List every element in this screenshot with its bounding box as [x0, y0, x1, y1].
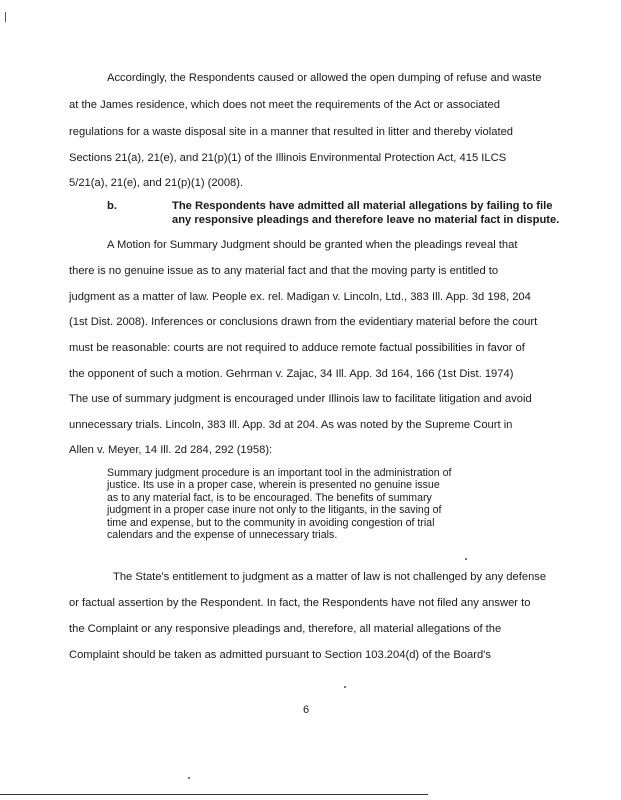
block-quote-line: justice. Its use in a proper case, wherein is presented no genuine issue	[107, 479, 440, 492]
section-heading-line-1: The Respondents have admitted all material allegations by failing to file	[172, 200, 553, 212]
scan-speck	[465, 558, 467, 560]
paragraph-2-line-7: The use of summary judgment is encouraged under Illinois law to facilitate litigation and avoid	[69, 393, 532, 405]
footer-rule	[0, 794, 428, 795]
paragraph-3-line-3: the Complaint or any responsive pleadings and, therefore, all material allegations of the	[69, 623, 502, 635]
page-number: 6	[303, 704, 310, 716]
paragraph-1-line-4: Sections 21(a), 21(e), and 21(p)(1) of the Illinois Environmental Protection Act, 415 ILCS	[69, 152, 507, 164]
paragraph-2-line-5: must be reasonable: courts are not required to adduce remote factual possibilities in favor of	[69, 342, 525, 354]
paragraph-1-line-1: Accordingly, the Respondents caused or allowed the open dumping of refuse and waste	[107, 72, 542, 84]
block-quote-line: as to any material fact, is to be encouraged. The benefits of summary	[107, 491, 432, 504]
paragraph-2-line-4: (1st Dist. 2008). Inferences or conclusions drawn from the evidentiary material before the court	[69, 316, 538, 328]
paragraph-2-line-1: A Motion for Summary Judgment should be granted when the pleadings reveal that	[107, 239, 518, 251]
scan-edge-mark	[5, 12, 6, 22]
section-letter: b.	[107, 200, 117, 212]
block-quote-line: judgment in a proper case inure not only to the litigants, in the saving of	[107, 504, 442, 517]
paragraph-3-line-1: The State's entitlement to judgment as a matter of law is not challenged by any defense	[113, 571, 547, 583]
scan-speck	[344, 686, 346, 688]
paragraph-2-line-6: the opponent of such a motion. Gehrman v. Zajac, 34 Ill. App. 3d 164, 166 (1st Dist. 1974)	[69, 368, 514, 380]
block-quote-line: calendars and the expense of unnecessary trials.	[107, 529, 338, 542]
block-quote-line: time and expense, but to the community in avoiding congestion of trial	[107, 516, 435, 529]
paragraph-2-line-8: unnecessary trials. Lincoln, 383 Ill. App. 3d at 204. As was noted by the Supreme Court in	[69, 419, 513, 431]
paragraph-2-line-2: there is no genuine issue as to any material fact and that the moving party is entitled to	[69, 265, 499, 277]
paragraph-3-line-2: or factual assertion by the Respondent. In fact, the Respondents have not filed any answer to	[69, 597, 531, 609]
paragraph-1-line-2: at the James residence, which does not meet the requirements of the Act or associated	[69, 99, 500, 111]
paragraph-2-line-9: Allen v. Meyer, 14 Ill. 2d 284, 292 (1958):	[69, 444, 273, 456]
paragraph-1-line-5: 5/21(a), 21(e), and 21(p)(1) (2008).	[69, 177, 244, 189]
paragraph-3-line-4: Complaint should be taken as admitted pursuant to Section 103.204(d) of the Board's	[69, 649, 491, 661]
paragraph-1-line-3: regulations for a waste disposal site in a manner that resulted in litter and thereby violated	[69, 126, 514, 138]
paragraph-2-line-3: judgment as a matter of law. People ex. rel. Madigan v. Lincoln, Ltd., 383 Ill. App. 3d 198, 204	[69, 291, 531, 303]
scan-speck	[188, 777, 190, 779]
section-heading-line-2: any responsive pleadings and therefore leave no material fact in dispute.	[172, 214, 560, 226]
block-quote-line: Summary judgment procedure is an important tool in the administration of	[107, 467, 452, 479]
block-quote	[107, 467, 487, 541]
